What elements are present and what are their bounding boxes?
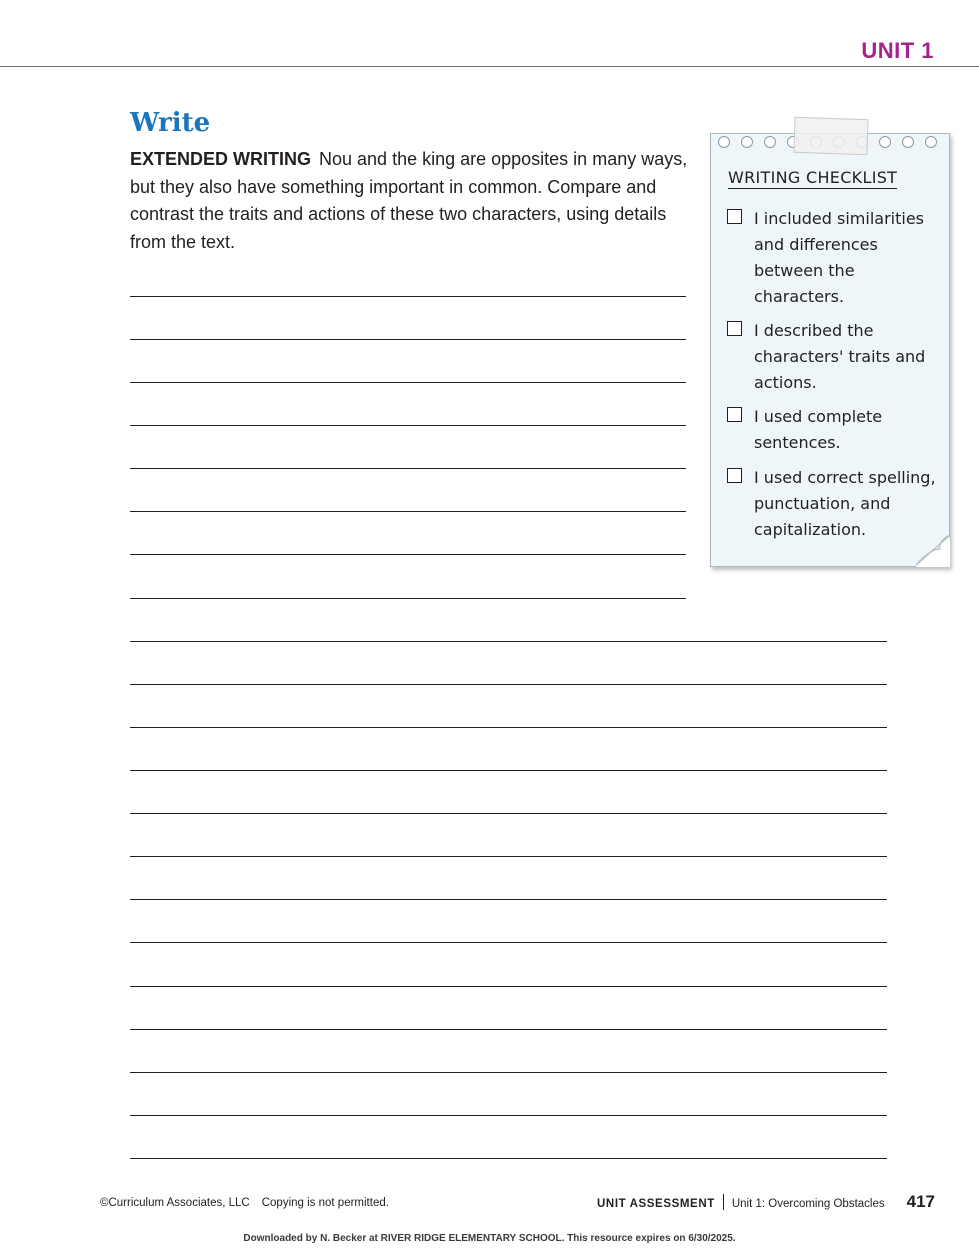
download-note: Downloaded by N. Becker at RIVER RIDGE ELEMENTARY SCHOOL. This resource expires on 6/30/2025. [243, 1233, 736, 1244]
answer-line[interactable] [130, 770, 887, 771]
answer-line[interactable] [130, 598, 686, 599]
copyright: ©Curriculum Associates, LLC [100, 1197, 250, 1209]
checklist-title: WRITING CHECKLIST [728, 168, 898, 187]
footer-right [597, 1191, 935, 1212]
checkbox[interactable] [727, 468, 742, 483]
copy-notice: Copying is not permitted. [261, 1197, 389, 1209]
answer-line[interactable] [130, 1158, 887, 1159]
answer-line[interactable] [130, 296, 686, 297]
answer-line[interactable] [130, 511, 686, 512]
answer-line[interactable] [130, 1029, 887, 1030]
answer-line[interactable] [130, 339, 686, 340]
answer-line[interactable] [130, 942, 887, 943]
prompt-label: EXTENDED WRITING [130, 149, 312, 169]
answer-line[interactable] [130, 813, 887, 814]
page-number: 417 [906, 1192, 935, 1211]
writing-prompt [130, 146, 695, 256]
prompt-text: Nou and the king are opposites in many ways, but they also have something important in common. Compare and contrast the traits and actions of these two characters, using details from the text. [130, 149, 688, 252]
answer-line[interactable] [130, 1072, 887, 1073]
checkbox[interactable] [727, 407, 742, 422]
checklist-item-text: I described the characters' traits and actions. [754, 321, 926, 392]
unit-title: Unit 1: Overcoming Obstacles [731, 1198, 885, 1210]
section-title: Write [130, 108, 211, 138]
footer-divider [723, 1194, 724, 1210]
header-rule [0, 66, 979, 67]
answer-line[interactable] [130, 986, 887, 987]
answer-line[interactable] [130, 899, 887, 900]
checklist-item-text: I included similarities and differences between the characters. [754, 209, 924, 306]
checkbox[interactable] [727, 209, 742, 224]
answer-line[interactable] [130, 382, 686, 383]
answer-line[interactable] [130, 554, 686, 555]
answer-line[interactable] [130, 684, 887, 685]
tape-strip [793, 117, 868, 156]
assessment-label: UNIT ASSESSMENT [597, 1198, 715, 1210]
checklist-item-text: I used correct spelling, punctuation, and capitalization. [754, 468, 936, 539]
answer-line[interactable] [130, 641, 887, 642]
answer-line[interactable] [130, 856, 887, 857]
checklist-item-text: I used complete sentences. [754, 407, 883, 452]
answer-line[interactable] [130, 1115, 887, 1116]
answer-line[interactable] [130, 727, 887, 728]
checkbox[interactable] [727, 321, 742, 336]
answer-line[interactable] [130, 425, 686, 426]
footer-left [100, 1197, 389, 1209]
answer-line[interactable] [130, 468, 686, 469]
unit-label: UNIT 1 [861, 38, 934, 63]
